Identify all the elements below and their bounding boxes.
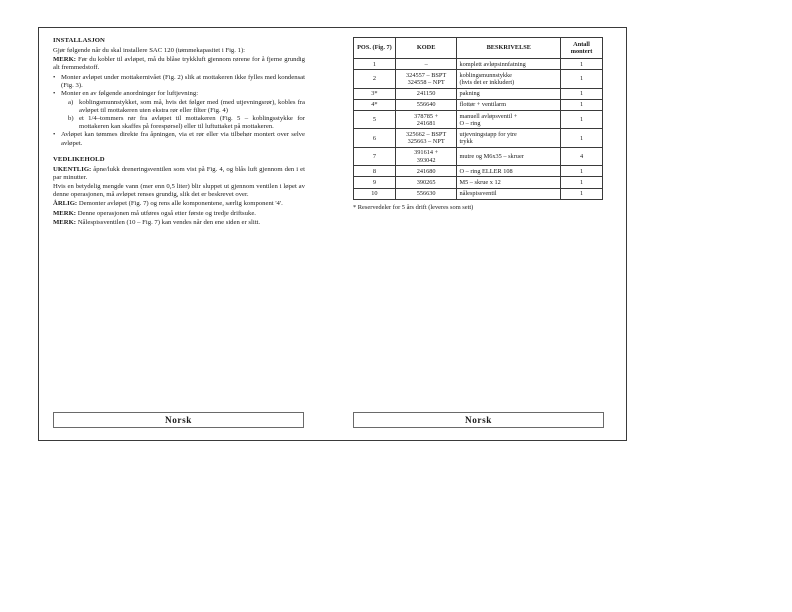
parts-table (353, 37, 603, 200)
option-a-marker: a) (68, 98, 74, 106)
header-description: BESKRIVELSE (457, 38, 561, 59)
cell-code: 325662 – BSPT 325663 – NPT (395, 129, 457, 147)
cell-pos: 6 (354, 129, 396, 147)
cell-pos: 5 (354, 111, 396, 129)
cell-pos: 3* (354, 88, 396, 99)
cell-description: manuell avløpsventil + O – ring (457, 111, 561, 129)
cell-quantity: 1 (561, 188, 603, 199)
cell-pos: 2 (354, 70, 396, 88)
header-quantity: Antall montert (561, 38, 603, 59)
cell-description: O – ring ELLER 108 (457, 166, 561, 177)
note-needle-valve (53, 219, 305, 227)
language-footer-right: Norsk (353, 412, 604, 428)
option-b-marker: b) (68, 114, 74, 122)
cell-quantity: 1 (561, 166, 603, 177)
table-row (354, 99, 603, 110)
header-code: KODE (395, 38, 457, 59)
table-row (354, 129, 603, 147)
step-air-balance-text: Monter en av følgende anordninger for luftjevning: (61, 90, 199, 98)
yearly-text: Demonter avløpet (Fig. 7) og rens alle komponentene, særlig komponent '4'. (77, 200, 283, 208)
table-row (354, 70, 603, 88)
option-b (61, 115, 305, 131)
cell-code: 556640 (395, 99, 457, 110)
air-balance-options (61, 99, 305, 131)
table-row (354, 177, 603, 188)
cell-quantity: 4 (561, 147, 603, 165)
yearly-maintenance (53, 200, 305, 208)
cell-quantity: 1 (561, 111, 603, 129)
table-row (354, 147, 603, 165)
note-purge (53, 56, 305, 72)
cell-description: komplett avløpsinnfatning (457, 59, 561, 70)
parts-table-body (354, 59, 603, 200)
cell-pos: 7 (354, 147, 396, 165)
cell-quantity: 1 (561, 88, 603, 99)
cell-description: flottør + ventilarm (457, 99, 561, 110)
table-row (354, 188, 603, 199)
cell-pos: 1 (354, 59, 396, 70)
cell-code: 390265 (395, 177, 457, 188)
cell-description: pakning (457, 88, 561, 99)
option-a-text: koblingsmunnstykket, som må, hvis det følger med (med utjevningsrør), kobles fra avløpet til mottakeren uten ekstra rør eller filter (Fig. 4) (79, 98, 305, 114)
language-footer-left: Norsk (53, 412, 304, 428)
option-b-text: et 1/4–tommers rør fra avløpet til mottakeren (Fig. 5 – koblingsstykke for mottakeren kan skaffes på forespørsel) eller til luftuttaket på mottakeren. (79, 114, 305, 130)
cell-code: 556630 (395, 188, 457, 199)
cell-pos: 10 (354, 188, 396, 199)
cell-code: 241150 (395, 88, 457, 99)
installation-heading: INSTALLASJON (53, 37, 105, 44)
step-air-balance (53, 90, 305, 130)
weekly-text: åpne/lukk dreneringsventilen som vist på Fig. 4, og blås luft gjennom den i et par minutter. (53, 165, 305, 181)
option-a (61, 99, 305, 115)
installation-steps (53, 74, 305, 148)
cell-description: mutre og M6x35 – skruer (457, 147, 561, 165)
cell-pos: 8 (354, 166, 396, 177)
note-label: MERK: (53, 56, 77, 64)
step-mount-below: • Monter avløpet under mottakernivået (Fig. 2) slik at mottakeren ikke fylles med kondensat (Fig. 3). (53, 74, 305, 90)
note-first-weeks (53, 210, 305, 218)
parts-column (353, 37, 605, 211)
installation-intro: Gjør følgende når du skal installere SAC 120 (tømmekapasitet i Fig. 1): (53, 47, 246, 55)
weekly-maintenance (53, 166, 305, 182)
cell-description: nålespissventil (457, 188, 561, 199)
water-warning: Hvis en betydelig mengde vann (mer enn 0,5 liter) blir sluppet ut gjennom ventilen i løpet av denne operasjonen, må avløpet renses grundig, slik det er beskrevet over. (53, 183, 305, 199)
table-row (354, 88, 603, 99)
table-row (354, 59, 603, 70)
cell-code: 378785 + 241681 (395, 111, 457, 129)
note-text: Nålespissventilen (10 – Fig. 7) kan vendes når den ene siden er slitt. (76, 219, 261, 226)
yearly-label: ÅRLIG: (53, 200, 78, 208)
cell-quantity: 1 (561, 177, 603, 188)
cell-code: 241680 (395, 166, 457, 177)
cell-code: 391614 + 393042 (395, 147, 457, 165)
cell-quantity: 1 (561, 59, 603, 70)
cell-pos: 4* (354, 99, 396, 110)
maintenance-heading: VEDLIKEHOLD (53, 155, 105, 163)
step-drain-outlet: • Avløpet kan tømmes direkte fra åpningen, via et rør eller via tilbehør montert over selve avløpet. (53, 131, 305, 147)
table-row (354, 111, 603, 129)
note-label: MERK: (53, 209, 77, 217)
spare-parts-footnote: * Reservedeler for 5 års drift (leveres som sett) (353, 203, 474, 211)
note-text: Før du kobler til avløpet, må du blåse trykkluft gjennom rørene for å fjerne grundig alt fremmedstoff. (53, 56, 305, 72)
note-label: MERK: (53, 219, 77, 226)
weekly-label: UKENTLIG: (53, 165, 92, 173)
cell-code: – (395, 59, 457, 70)
manual-page-spread (38, 27, 627, 441)
table-row (354, 166, 603, 177)
cell-quantity: 1 (561, 70, 603, 88)
cell-description: utjevningstapp for ytre trykk (457, 129, 561, 147)
cell-code: 324557 – BSPT 324558 – NPT (395, 70, 457, 88)
cell-quantity: 1 (561, 99, 603, 110)
cell-description: M5 – skrue x 12 (457, 177, 561, 188)
cell-pos: 9 (354, 177, 396, 188)
cell-description: koblingsmunnstykke (hvis det er inkludert) (457, 70, 561, 88)
note-text: Denne operasjonen må utføres også etter første og tredje driftsuke. (76, 209, 256, 217)
installation-column (53, 37, 305, 228)
cell-quantity: 1 (561, 129, 603, 147)
parts-table-header (354, 38, 603, 59)
header-pos: POS. (Fig. 7) (354, 38, 396, 59)
